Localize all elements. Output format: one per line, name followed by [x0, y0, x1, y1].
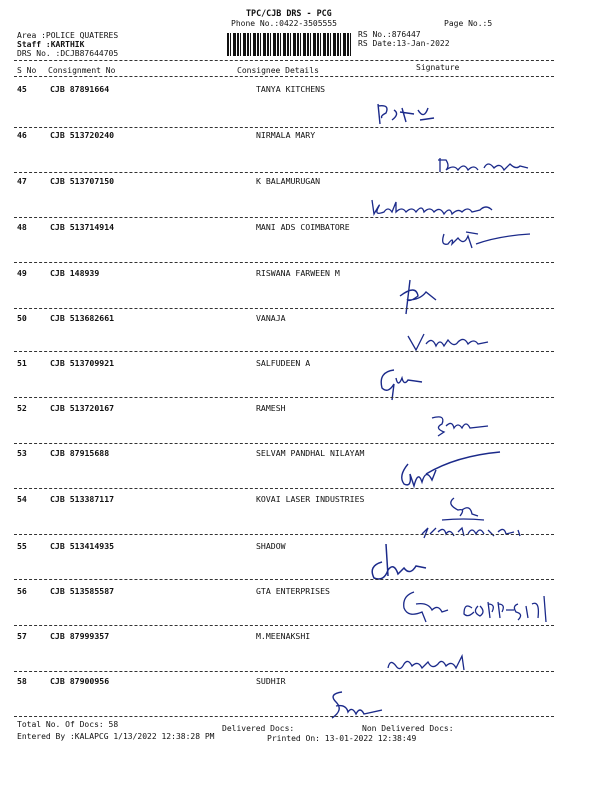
col-signature-header: Signature	[416, 63, 460, 72]
row-consignment: CJB 513414935	[50, 541, 115, 551]
row-sno: 47	[17, 176, 27, 186]
printed-on: Printed On: 13-01-2022 12:38:49	[267, 734, 417, 743]
row-divider	[14, 671, 554, 672]
signature-image	[436, 152, 536, 180]
total-docs: Total No. Of Docs: 58	[17, 720, 119, 729]
non-delivered-docs: Non Delivered Docs:	[362, 724, 454, 733]
row-consignee: SHADOW	[256, 541, 286, 551]
signature-image	[398, 582, 558, 634]
divider	[14, 60, 554, 61]
signature-image	[404, 330, 494, 358]
row-sno: 51	[17, 358, 27, 368]
row-consignment: CJB 513720240	[50, 130, 115, 140]
row-consignee: KOVAI LASER INDUSTRIES	[256, 494, 365, 504]
row-divider	[14, 351, 554, 352]
row-consignee: SUDHIR	[256, 676, 286, 686]
row-consignment: CJB 513709921	[50, 358, 115, 368]
divider	[14, 76, 554, 77]
row-divider	[14, 172, 554, 173]
row-sno: 48	[17, 222, 27, 232]
row-sno: 54	[17, 494, 27, 504]
row-consignee: RAMESH	[256, 403, 286, 413]
row-divider	[14, 625, 554, 626]
area-label: Area :POLICE QUATERES	[17, 31, 119, 40]
phone-number: Phone No.:0422-3505555	[231, 19, 337, 28]
signature-image	[374, 364, 434, 408]
rs-date: RS Date:13-Jan-2022	[358, 39, 450, 48]
row-consignment: CJB 148939	[50, 268, 100, 278]
row-divider	[14, 716, 554, 717]
delivered-docs: Delivered Docs:	[222, 724, 295, 733]
row-sno: 56	[17, 586, 27, 596]
row-consignee: VANAJA	[256, 313, 286, 323]
drs-number: DRS No. :DCJB87644705	[17, 49, 119, 58]
row-consignee: SALFUDEEN A	[256, 358, 311, 368]
row-consignment: CJB 513707150	[50, 176, 115, 186]
row-consignee: K BALAMURUGAN	[256, 176, 321, 186]
row-consignment: CJB 87891664	[50, 84, 110, 94]
entered-by: Entered By :KALAPCG 1/13/2022 12:38:28 PM	[17, 732, 215, 741]
page-number: Page No.:5	[444, 19, 493, 28]
row-divider	[14, 262, 554, 263]
row-consignment: CJB 513387117	[50, 494, 115, 504]
row-divider	[14, 534, 554, 535]
row-consignee: MANI ADS COIMBATORE	[256, 222, 350, 232]
col-sno-header: S No	[17, 66, 37, 75]
signature-image	[364, 540, 444, 588]
row-divider	[14, 127, 554, 128]
row-consignee: TANYA KITCHENS	[256, 84, 326, 94]
row-consignee: SELVAM PANDHAL NILAYAM	[256, 448, 365, 458]
row-consignee: RISWANA FARWEEN M	[256, 268, 340, 278]
staff-label: Staff :KARTHIK	[17, 40, 85, 49]
row-divider	[14, 443, 554, 444]
row-consignee: M.MEENAKSHI	[256, 631, 311, 641]
row-consignment: CJB 513720167	[50, 403, 115, 413]
row-sno: 52	[17, 403, 27, 413]
signature-image	[438, 226, 538, 258]
row-consignment: CJB 513585587	[50, 586, 115, 596]
row-consignment: CJB 87915688	[50, 448, 110, 458]
row-sno: 55	[17, 541, 27, 551]
row-sno: 53	[17, 448, 27, 458]
row-consignee: NIRMALA MARY	[256, 130, 316, 140]
row-consignment: CJB 87900956	[50, 676, 110, 686]
barcode	[227, 33, 353, 56]
rs-number: RS No.:876447	[358, 30, 421, 39]
row-consignee: GTA ENTERPRISES	[256, 586, 330, 596]
row-divider	[14, 217, 554, 218]
signature-image	[414, 490, 534, 546]
row-divider	[14, 397, 554, 398]
signature-image	[396, 278, 446, 322]
col-consignee-header: Consignee Details	[237, 66, 319, 75]
row-divider	[14, 488, 554, 489]
row-sno: 58	[17, 676, 27, 686]
row-consignment: CJB 513682661	[50, 313, 115, 323]
row-sno: 50	[17, 313, 27, 323]
row-consignment: CJB 87999357	[50, 631, 110, 641]
signature-image	[428, 410, 498, 442]
signature-image	[322, 688, 392, 728]
document-title: TPC/CJB DRS - PCG	[246, 8, 332, 18]
row-sno: 45	[17, 84, 27, 94]
row-divider	[14, 308, 554, 309]
row-sno: 49	[17, 268, 27, 278]
signature-image	[384, 652, 474, 680]
row-divider	[14, 579, 554, 580]
col-consignment-header: Consignment No	[48, 66, 116, 75]
signature-image	[368, 196, 498, 224]
row-consignment: CJB 513714914	[50, 222, 115, 232]
row-sno: 57	[17, 631, 27, 641]
row-sno: 46	[17, 130, 27, 140]
